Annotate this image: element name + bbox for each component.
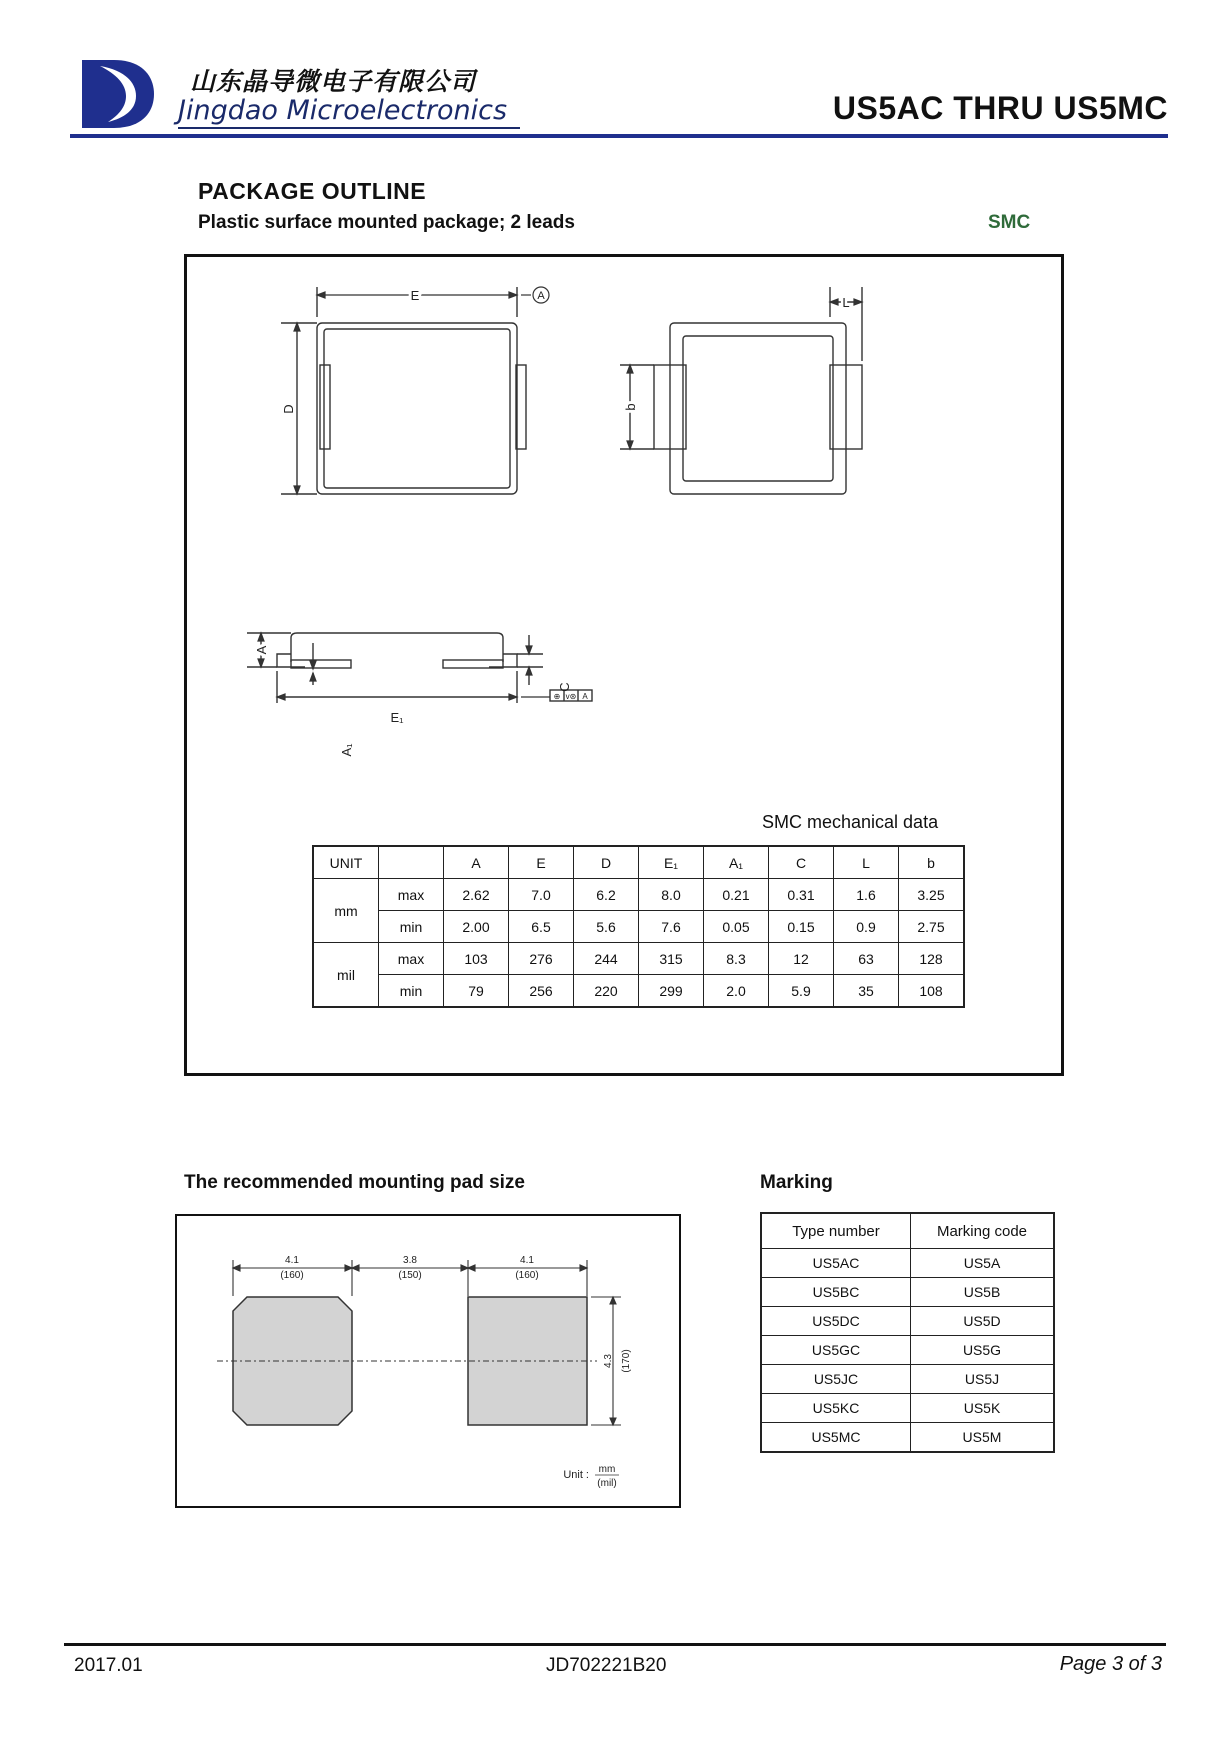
company-name-english: Jingdao Microelectronics [178,95,508,126]
value-cell: 0.9 [834,911,899,943]
table-row [313,975,964,1008]
limit-cell: min [379,975,444,1008]
marking-code-cell: US5M [911,1423,1055,1453]
value-cell: 1.6 [834,879,899,911]
footer-rule [64,1643,1166,1646]
marking-code-cell: US5B [911,1278,1055,1307]
unit-cell: mil [313,943,379,1008]
dim-label-a1: A₁ [339,743,354,757]
table-row [761,1307,1054,1336]
pad-dim-left-mm: 4.1 [285,1255,299,1266]
table-row [761,1423,1054,1453]
value-cell: 6.5 [509,911,574,943]
limit-cell: min [379,911,444,943]
footer-page-number: Page 3 of 3 [1059,1653,1162,1675]
dim-label-e1: E₁ [390,710,404,725]
table-header-row [313,846,964,879]
type-number-cell: US5GC [761,1336,911,1365]
top-view-drawing [281,287,526,494]
marking-code-cell: US5D [911,1307,1055,1336]
table-header-cell: D [574,846,639,879]
type-number-cell: US5DC [761,1307,911,1336]
value-cell: 7.6 [639,911,704,943]
marking-code-cell: US5J [911,1365,1055,1394]
value-cell: 2.62 [444,879,509,911]
pad-dim-gap-mm: 3.8 [403,1255,417,1266]
value-cell: 2.00 [444,911,509,943]
value-cell: 79 [444,975,509,1008]
value-cell: 128 [899,943,965,975]
document-title: US5AC THRU US5MC [832,90,1168,126]
value-cell: 0.31 [769,879,834,911]
table-header-cell: L [834,846,899,879]
value-cell: 0.21 [704,879,769,911]
tolerance-datum: A [582,692,588,701]
marking-code-cell: US5K [911,1394,1055,1423]
value-cell: 63 [834,943,899,975]
value-cell: 220 [574,975,639,1008]
dim-label-d: D [281,404,296,414]
dim-label-l: L [842,295,850,310]
type-number-cell: US5AC [761,1249,911,1278]
pad-dim-height-mm: 4.3 [603,1354,614,1368]
table-row [761,1336,1054,1365]
table-row [313,943,964,975]
company-name-chinese: 山东晶导微电子有限公司 [190,67,477,96]
mounting-pad-drawing [177,1216,679,1506]
value-cell: 108 [899,975,965,1008]
table-header-cell: Type number [761,1213,911,1249]
table-row [313,879,964,911]
value-cell: 2.75 [899,911,965,943]
value-cell: 35 [834,975,899,1008]
value-cell: 3.25 [899,879,965,911]
side-view-drawing [247,633,592,703]
package-drawings [187,257,1061,797]
value-cell: 244 [574,943,639,975]
pad-dim-gap-mil: (150) [398,1270,422,1281]
dim-label-c: C [557,682,572,692]
tolerance-value: v⊛ [565,692,577,701]
table-header-cell: C [769,846,834,879]
value-cell: 299 [639,975,704,1008]
limit-cell: max [379,943,444,975]
value-cell: 276 [509,943,574,975]
mechanical-data-title: SMC mechanical data [762,812,939,832]
table-header-cell: A₁ [704,846,769,879]
package-code: SMC [988,212,1031,233]
package-outline-heading: PACKAGE OUTLINE [198,178,427,204]
unit-numerator: mm [598,1464,616,1475]
table-header-cell: E₁ [639,846,704,879]
value-cell: 2.0 [704,975,769,1008]
marking-code-cell: US5G [911,1336,1055,1365]
value-cell: 12 [769,943,834,975]
value-cell: 5.6 [574,911,639,943]
value-cell: 315 [639,943,704,975]
marking-table [760,1212,1055,1453]
dim-label-a: A [254,645,269,655]
value-cell: 8.3 [704,943,769,975]
type-number-cell: US5MC [761,1423,911,1453]
table-header-cell: UNIT [313,846,379,879]
value-cell: 103 [444,943,509,975]
table-header-cell: Marking code [911,1213,1055,1249]
table-row [761,1249,1054,1278]
table-row [761,1278,1054,1307]
company-name-underline [178,127,520,129]
limit-cell: max [379,879,444,911]
table-header-cell: b [899,846,965,879]
type-number-cell: US5JC [761,1365,911,1394]
footer-date: 2017.01 [74,1655,143,1676]
pad-dim-left-mil: (160) [280,1270,304,1281]
mounting-pad-heading: The recommended mounting pad size [184,1172,525,1193]
unit-label: Unit : [563,1469,589,1481]
table-row [761,1394,1054,1423]
tolerance-symbol: ⊕ [553,692,561,701]
value-cell: 7.0 [509,879,574,911]
footer-document-number: JD702221B20 [546,1655,667,1676]
bottom-view-drawing [620,287,862,494]
marking-code-cell: US5A [911,1249,1055,1278]
value-cell: 256 [509,975,574,1008]
table-header-cell [379,846,444,879]
value-cell: 6.2 [574,879,639,911]
table-row [761,1365,1054,1394]
type-number-cell: US5KC [761,1394,911,1423]
value-cell: 5.9 [769,975,834,1008]
type-number-cell: US5BC [761,1278,911,1307]
pad-dim-right-mil: (160) [515,1270,539,1281]
company-logo [78,56,158,132]
pad-dim-height-mil: (170) [621,1349,632,1373]
value-cell: 0.05 [704,911,769,943]
mechanical-data-table [312,845,965,1008]
table-header-cell: E [509,846,574,879]
unit-denominator: (mil) [597,1478,617,1489]
table-header-row [761,1213,1054,1249]
dim-label-a-ref: A [537,290,545,302]
header-rule [70,134,1168,138]
value-cell: 0.15 [769,911,834,943]
package-subheading: Plastic surface mounted package; 2 leads [198,212,575,233]
dim-label-b: b [623,403,638,411]
pad-dim-right-mm: 4.1 [520,1255,534,1266]
table-header-cell: A [444,846,509,879]
table-row [313,911,964,943]
unit-cell: mm [313,879,379,943]
value-cell: 8.0 [639,879,704,911]
marking-heading: Marking [760,1172,833,1193]
dim-label-e: E [410,288,420,303]
